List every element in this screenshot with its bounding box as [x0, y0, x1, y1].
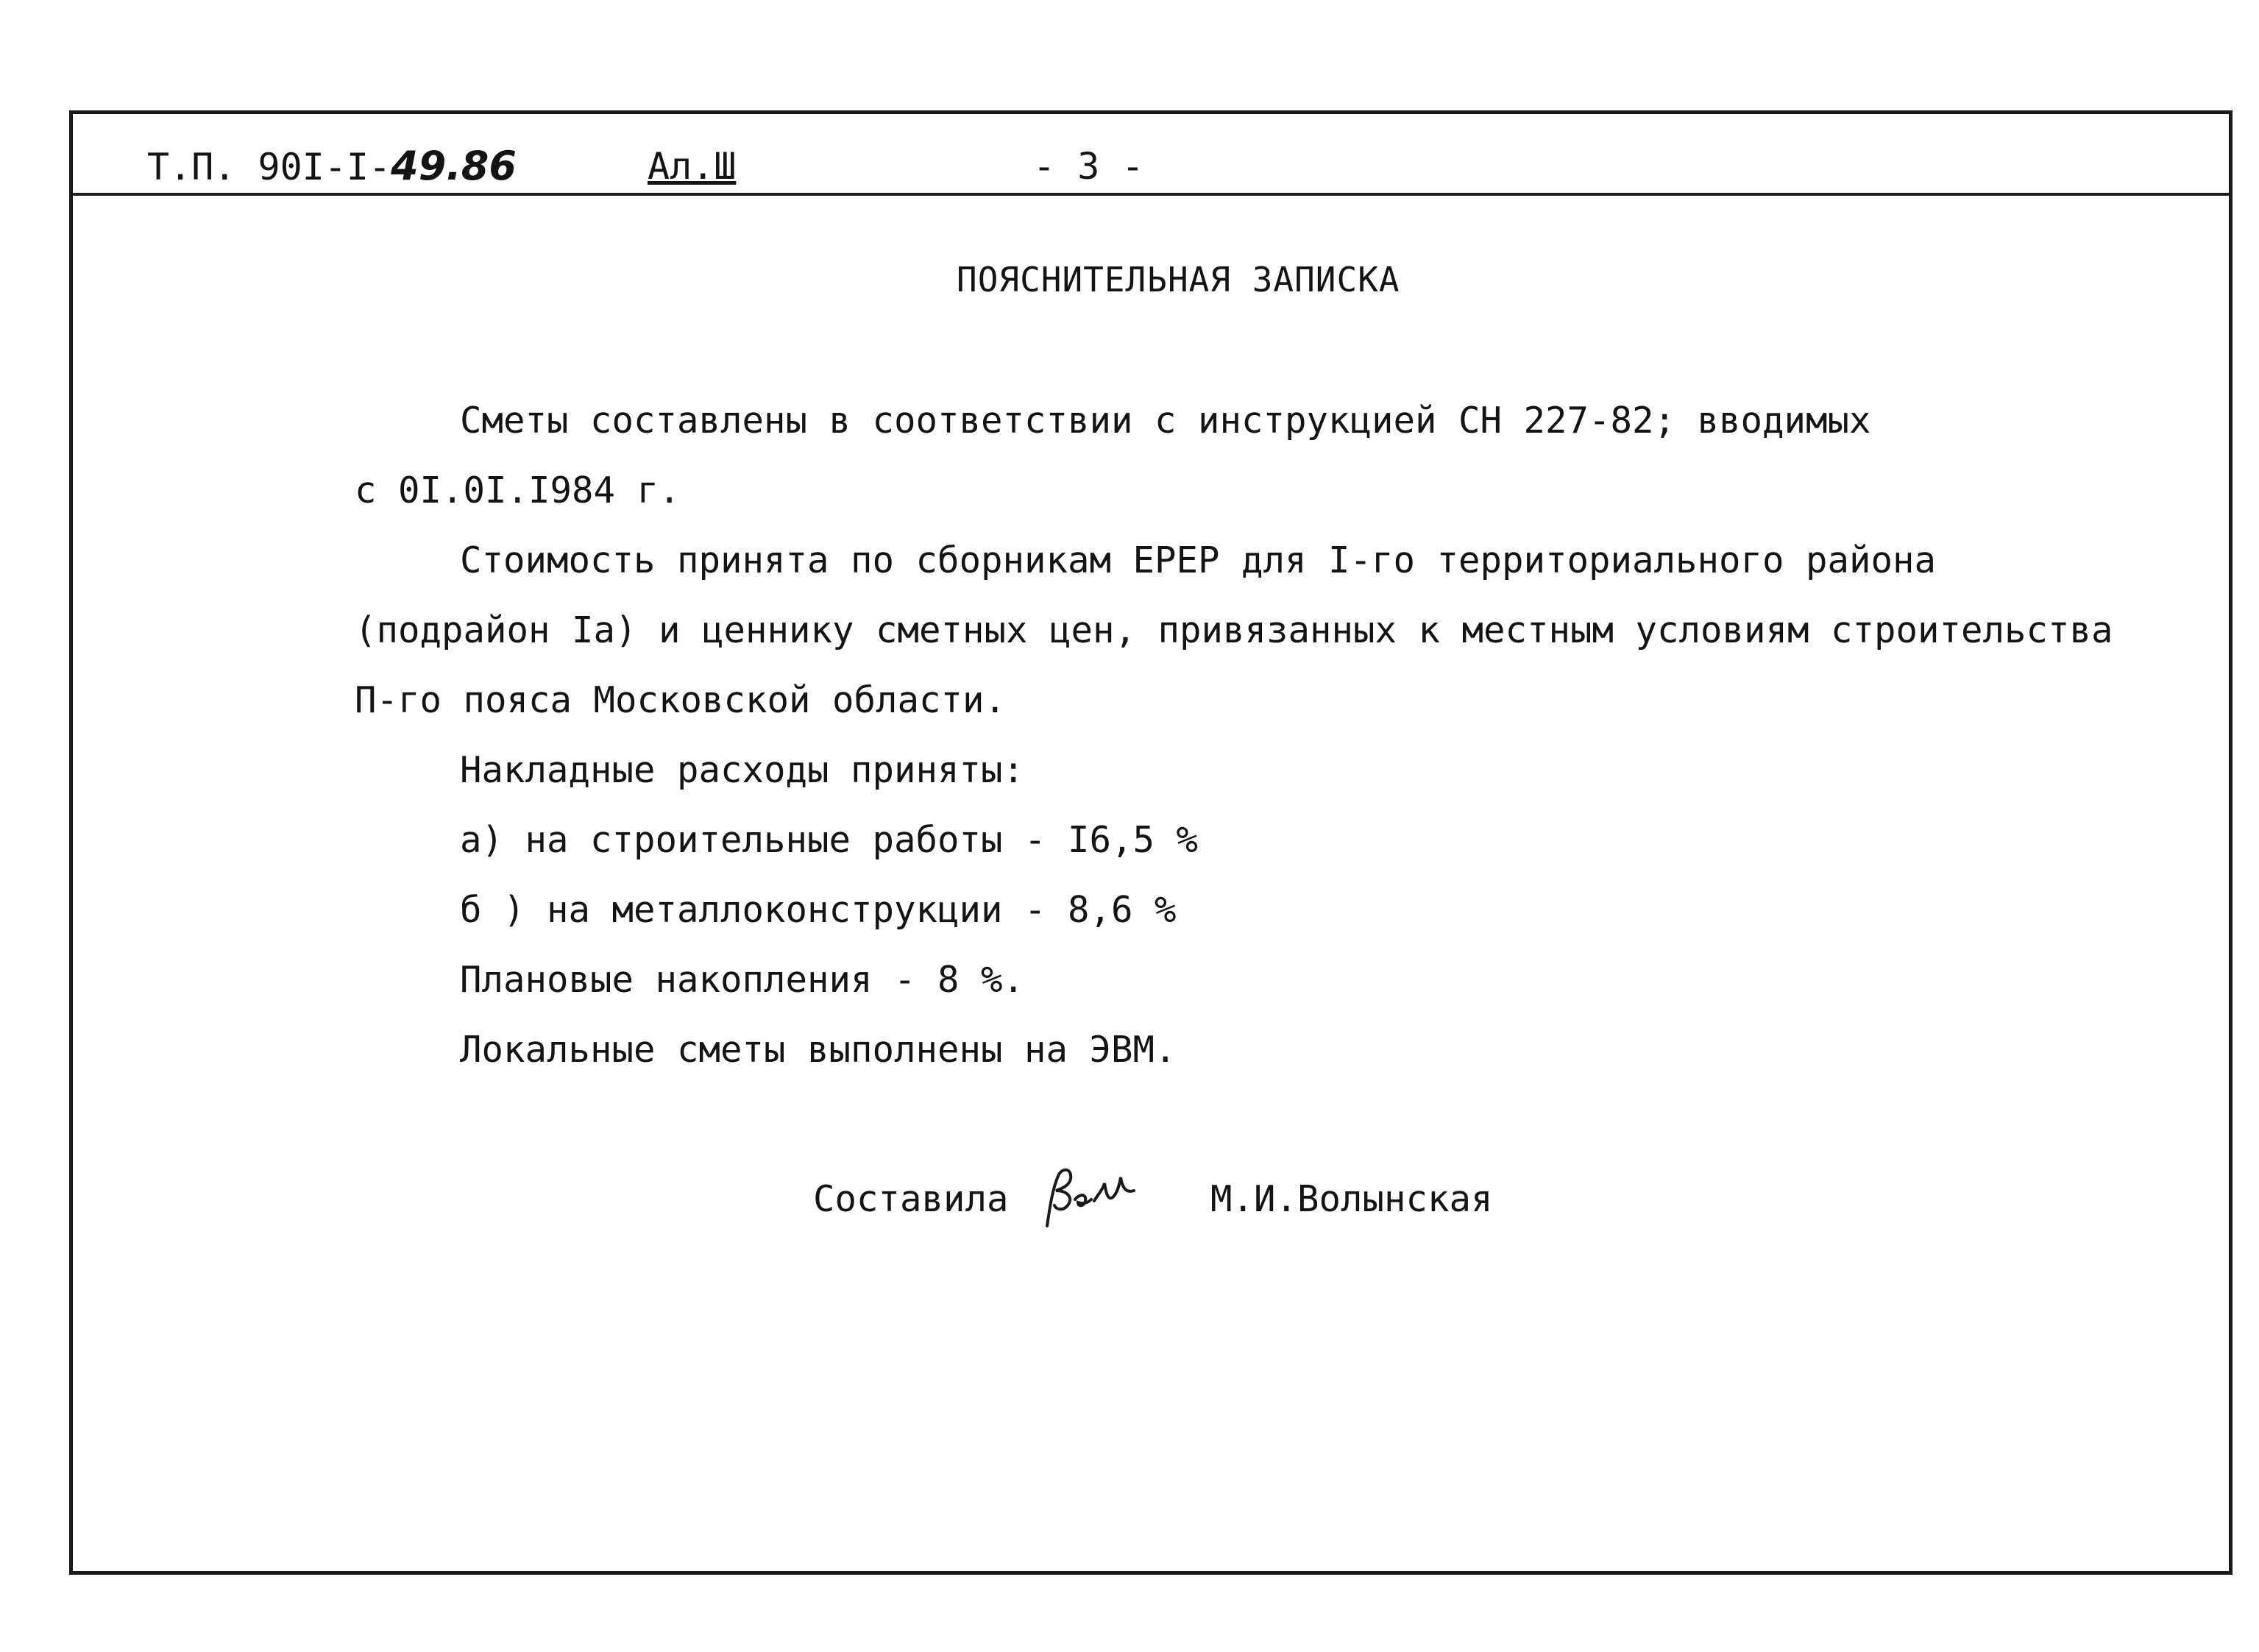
- body-line: с 0I.0I.I984 г.: [355, 469, 681, 511]
- body-line: Локальные сметы выполнены на ЭВМ.: [460, 1029, 1177, 1071]
- body-line: б ) на металлоконструкции - 8,6 %: [460, 889, 1177, 931]
- document-code-prefix: Т.П. 90I-I-: [147, 146, 391, 188]
- body-line: а) на строительные работы - I6,5 %: [460, 819, 1199, 861]
- handwritten-signature: [1034, 1161, 1144, 1235]
- body-line: П-го пояса Московской области.: [355, 679, 1007, 721]
- signature-name: М.И.Волынская: [1210, 1178, 1493, 1220]
- page-title: ПОЯСНИТЕЛЬНАЯ ЗАПИСКА: [957, 260, 1400, 299]
- body-line: Стоимость принята по сборникам ЕРЕР для I-го территориального района: [460, 539, 1937, 581]
- body-line: Сметы составлены в соответствии с инструкцией СН 227-82; вводимых: [460, 400, 1871, 442]
- document-code-handwritten: 49.86: [391, 143, 517, 189]
- header-divider: [69, 193, 2233, 196]
- album-number: Ал.Ш: [648, 145, 737, 188]
- body-line: Плановые накопления - 8 %.: [460, 959, 1025, 1001]
- body-line: Накладные расходы приняты:: [460, 749, 1025, 791]
- document-code: [147, 144, 517, 189]
- page-number: - 3 -: [1033, 145, 1144, 188]
- signature-label: Составила: [813, 1178, 1009, 1220]
- body-line: (подрайон Iа) и ценнику сметных цен, привязанных к местным условиям строительства: [355, 609, 2113, 651]
